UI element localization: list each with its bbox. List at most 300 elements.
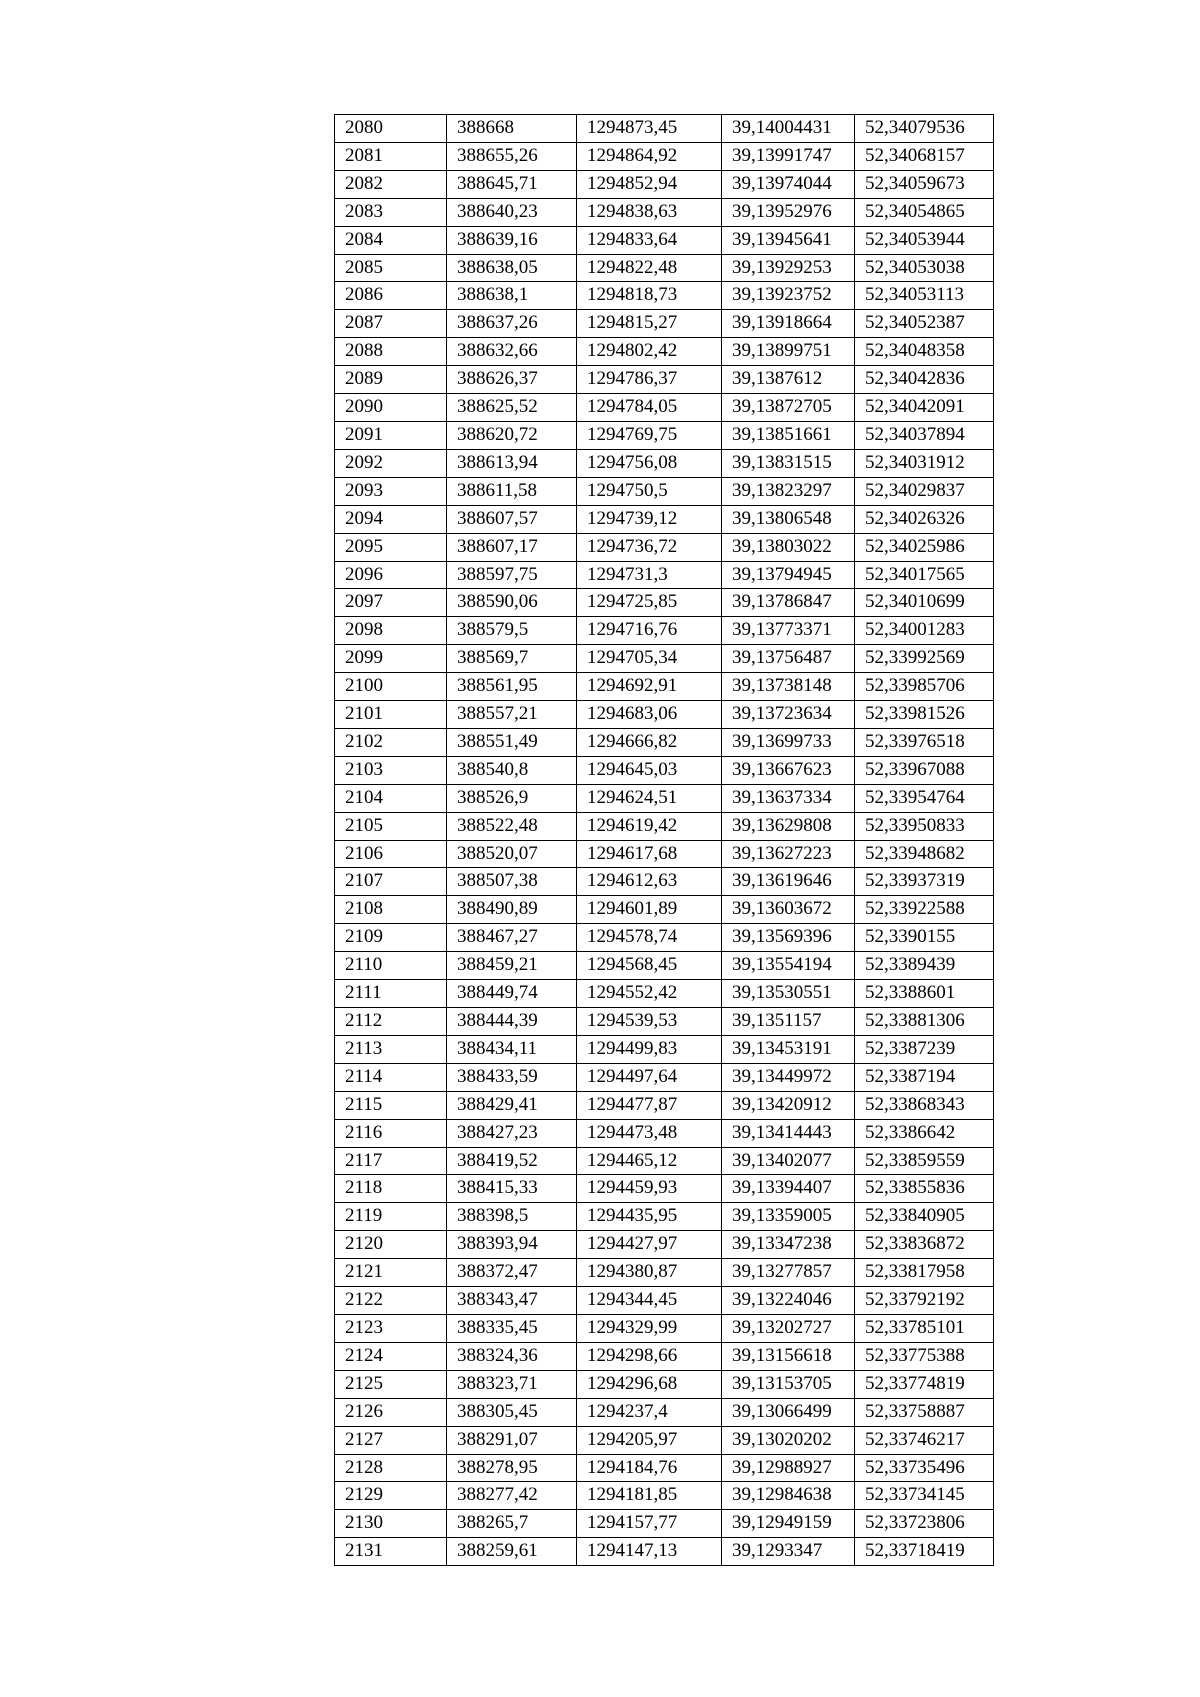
longitude-cell: 39,13277857 xyxy=(722,1259,855,1287)
y-coordinate-cell: 1294552,42 xyxy=(577,980,722,1008)
point-number-cell: 2128 xyxy=(335,1454,447,1482)
latitude-cell: 52,34053113 xyxy=(855,282,994,310)
point-number-cell: 2097 xyxy=(335,589,447,617)
y-coordinate-cell: 1294298,66 xyxy=(577,1342,722,1370)
y-coordinate-cell: 1294157,77 xyxy=(577,1510,722,1538)
latitude-cell: 52,33922588 xyxy=(855,896,994,924)
longitude-cell: 39,13738148 xyxy=(722,673,855,701)
y-coordinate-cell: 1294864,92 xyxy=(577,142,722,170)
y-coordinate-cell: 1294612,63 xyxy=(577,868,722,896)
table-row xyxy=(335,1426,994,1454)
longitude-cell: 39,13952976 xyxy=(722,198,855,226)
y-coordinate-cell: 1294750,5 xyxy=(577,477,722,505)
point-number-cell: 2089 xyxy=(335,366,447,394)
longitude-cell: 39,13831515 xyxy=(722,449,855,477)
x-coordinate-cell: 388433,59 xyxy=(447,1063,577,1091)
y-coordinate-cell: 1294692,91 xyxy=(577,673,722,701)
x-coordinate-cell: 388551,49 xyxy=(447,728,577,756)
x-coordinate-cell: 388343,47 xyxy=(447,1287,577,1315)
latitude-cell: 52,34079536 xyxy=(855,115,994,143)
y-coordinate-cell: 1294818,73 xyxy=(577,282,722,310)
table-row xyxy=(335,728,994,756)
y-coordinate-cell: 1294666,82 xyxy=(577,728,722,756)
point-number-cell: 2100 xyxy=(335,673,447,701)
point-number-cell: 2095 xyxy=(335,533,447,561)
x-coordinate-cell: 388393,94 xyxy=(447,1231,577,1259)
point-number-cell: 2125 xyxy=(335,1370,447,1398)
table-row xyxy=(335,561,994,589)
point-number-cell: 2099 xyxy=(335,645,447,673)
point-number-cell: 2126 xyxy=(335,1398,447,1426)
longitude-cell: 39,13202727 xyxy=(722,1314,855,1342)
latitude-cell: 52,33985706 xyxy=(855,673,994,701)
table-row xyxy=(335,198,994,226)
y-coordinate-cell: 1294427,97 xyxy=(577,1231,722,1259)
y-coordinate-cell: 1294739,12 xyxy=(577,505,722,533)
table-row xyxy=(335,1175,994,1203)
table-row xyxy=(335,1287,994,1315)
point-number-cell: 2083 xyxy=(335,198,447,226)
x-coordinate-cell: 388639,16 xyxy=(447,226,577,254)
table-row xyxy=(335,1314,994,1342)
y-coordinate-cell: 1294756,08 xyxy=(577,449,722,477)
longitude-cell: 39,13629808 xyxy=(722,812,855,840)
table-row xyxy=(335,1008,994,1036)
longitude-cell: 39,13803022 xyxy=(722,533,855,561)
longitude-cell: 39,13929253 xyxy=(722,254,855,282)
longitude-cell: 39,13667623 xyxy=(722,756,855,784)
x-coordinate-cell: 388305,45 xyxy=(447,1398,577,1426)
point-number-cell: 2104 xyxy=(335,784,447,812)
latitude-cell: 52,33950833 xyxy=(855,812,994,840)
x-coordinate-cell: 388625,52 xyxy=(447,394,577,422)
point-number-cell: 2114 xyxy=(335,1063,447,1091)
x-coordinate-cell: 388620,72 xyxy=(447,421,577,449)
x-coordinate-cell: 388613,94 xyxy=(447,449,577,477)
y-coordinate-cell: 1294459,93 xyxy=(577,1175,722,1203)
longitude-cell: 39,13394407 xyxy=(722,1175,855,1203)
table-row xyxy=(335,868,994,896)
latitude-cell: 52,33954764 xyxy=(855,784,994,812)
point-number-cell: 2107 xyxy=(335,868,447,896)
longitude-cell: 39,13066499 xyxy=(722,1398,855,1426)
point-number-cell: 2108 xyxy=(335,896,447,924)
point-number-cell: 2103 xyxy=(335,756,447,784)
x-coordinate-cell: 388520,07 xyxy=(447,840,577,868)
y-coordinate-cell: 1294465,12 xyxy=(577,1147,722,1175)
y-coordinate-cell: 1294736,72 xyxy=(577,533,722,561)
y-coordinate-cell: 1294499,83 xyxy=(577,1035,722,1063)
point-number-cell: 2119 xyxy=(335,1203,447,1231)
table-row xyxy=(335,1035,994,1063)
table-row xyxy=(335,366,994,394)
coordinates-table xyxy=(334,114,994,1566)
table-row xyxy=(335,533,994,561)
x-coordinate-cell: 388561,95 xyxy=(447,673,577,701)
longitude-cell: 39,13723634 xyxy=(722,701,855,729)
point-number-cell: 2102 xyxy=(335,728,447,756)
latitude-cell: 52,34052387 xyxy=(855,310,994,338)
latitude-cell: 52,33859559 xyxy=(855,1147,994,1175)
point-number-cell: 2121 xyxy=(335,1259,447,1287)
point-number-cell: 2130 xyxy=(335,1510,447,1538)
coordinates-table-body xyxy=(335,115,994,1566)
table-row xyxy=(335,226,994,254)
y-coordinate-cell: 1294617,68 xyxy=(577,840,722,868)
y-coordinate-cell: 1294624,51 xyxy=(577,784,722,812)
longitude-cell: 39,13794945 xyxy=(722,561,855,589)
point-number-cell: 2122 xyxy=(335,1287,447,1315)
table-row xyxy=(335,1091,994,1119)
latitude-cell: 52,34042836 xyxy=(855,366,994,394)
longitude-cell: 39,13699733 xyxy=(722,728,855,756)
longitude-cell: 39,13020202 xyxy=(722,1426,855,1454)
latitude-cell: 52,33836872 xyxy=(855,1231,994,1259)
latitude-cell: 52,34053038 xyxy=(855,254,994,282)
y-coordinate-cell: 1294725,85 xyxy=(577,589,722,617)
table-row xyxy=(335,505,994,533)
y-coordinate-cell: 1294497,64 xyxy=(577,1063,722,1091)
y-coordinate-cell: 1294184,76 xyxy=(577,1454,722,1482)
x-coordinate-cell: 388607,17 xyxy=(447,533,577,561)
longitude-cell: 39,13420912 xyxy=(722,1091,855,1119)
point-number-cell: 2127 xyxy=(335,1426,447,1454)
latitude-cell: 52,34054865 xyxy=(855,198,994,226)
table-row xyxy=(335,756,994,784)
point-number-cell: 2106 xyxy=(335,840,447,868)
latitude-cell: 52,34029837 xyxy=(855,477,994,505)
latitude-cell: 52,33792192 xyxy=(855,1287,994,1315)
longitude-cell: 39,13974044 xyxy=(722,170,855,198)
point-number-cell: 2092 xyxy=(335,449,447,477)
point-number-cell: 2080 xyxy=(335,115,447,143)
latitude-cell: 52,3387239 xyxy=(855,1035,994,1063)
y-coordinate-cell: 1294205,97 xyxy=(577,1426,722,1454)
x-coordinate-cell: 388645,71 xyxy=(447,170,577,198)
table-row xyxy=(335,1259,994,1287)
longitude-cell: 39,13359005 xyxy=(722,1203,855,1231)
point-number-cell: 2120 xyxy=(335,1231,447,1259)
longitude-cell: 39,14004431 xyxy=(722,115,855,143)
longitude-cell: 39,13945641 xyxy=(722,226,855,254)
y-coordinate-cell: 1294539,53 xyxy=(577,1008,722,1036)
latitude-cell: 52,34053944 xyxy=(855,226,994,254)
table-row xyxy=(335,254,994,282)
x-coordinate-cell: 388444,39 xyxy=(447,1008,577,1036)
y-coordinate-cell: 1294568,45 xyxy=(577,952,722,980)
point-number-cell: 2094 xyxy=(335,505,447,533)
point-number-cell: 2088 xyxy=(335,338,447,366)
y-coordinate-cell: 1294344,45 xyxy=(577,1287,722,1315)
y-coordinate-cell: 1294296,68 xyxy=(577,1370,722,1398)
longitude-cell: 39,13806548 xyxy=(722,505,855,533)
point-number-cell: 2111 xyxy=(335,980,447,1008)
point-number-cell: 2085 xyxy=(335,254,447,282)
x-coordinate-cell: 388569,7 xyxy=(447,645,577,673)
point-number-cell: 2096 xyxy=(335,561,447,589)
table-row xyxy=(335,142,994,170)
latitude-cell: 52,33937319 xyxy=(855,868,994,896)
latitude-cell: 52,33967088 xyxy=(855,756,994,784)
x-coordinate-cell: 388638,05 xyxy=(447,254,577,282)
latitude-cell: 52,34017565 xyxy=(855,561,994,589)
y-coordinate-cell: 1294716,76 xyxy=(577,617,722,645)
table-row xyxy=(335,840,994,868)
latitude-cell: 52,33840905 xyxy=(855,1203,994,1231)
table-row xyxy=(335,477,994,505)
longitude-cell: 39,13156618 xyxy=(722,1342,855,1370)
y-coordinate-cell: 1294477,87 xyxy=(577,1091,722,1119)
latitude-cell: 52,34048358 xyxy=(855,338,994,366)
y-coordinate-cell: 1294380,87 xyxy=(577,1259,722,1287)
x-coordinate-cell: 388434,11 xyxy=(447,1035,577,1063)
longitude-cell: 39,13756487 xyxy=(722,645,855,673)
x-coordinate-cell: 388259,61 xyxy=(447,1538,577,1566)
longitude-cell: 39,13627223 xyxy=(722,840,855,868)
table-row xyxy=(335,310,994,338)
table-row xyxy=(335,1063,994,1091)
table-row xyxy=(335,701,994,729)
longitude-cell: 39,13773371 xyxy=(722,617,855,645)
y-coordinate-cell: 1294578,74 xyxy=(577,924,722,952)
point-number-cell: 2110 xyxy=(335,952,447,980)
table-row xyxy=(335,1147,994,1175)
table-row xyxy=(335,1370,994,1398)
latitude-cell: 52,34025986 xyxy=(855,533,994,561)
latitude-cell: 52,33735496 xyxy=(855,1454,994,1482)
table-row xyxy=(335,282,994,310)
table-row xyxy=(335,896,994,924)
x-coordinate-cell: 388507,38 xyxy=(447,868,577,896)
table-row xyxy=(335,1119,994,1147)
x-coordinate-cell: 388429,41 xyxy=(447,1091,577,1119)
table-row xyxy=(335,1510,994,1538)
y-coordinate-cell: 1294329,99 xyxy=(577,1314,722,1342)
table-row xyxy=(335,617,994,645)
longitude-cell: 39,13923752 xyxy=(722,282,855,310)
point-number-cell: 2084 xyxy=(335,226,447,254)
longitude-cell: 39,12988927 xyxy=(722,1454,855,1482)
longitude-cell: 39,13530551 xyxy=(722,980,855,1008)
table-row xyxy=(335,1454,994,1482)
longitude-cell: 39,13453191 xyxy=(722,1035,855,1063)
point-number-cell: 2090 xyxy=(335,394,447,422)
x-coordinate-cell: 388637,26 xyxy=(447,310,577,338)
table-row xyxy=(335,449,994,477)
x-coordinate-cell: 388632,66 xyxy=(447,338,577,366)
x-coordinate-cell: 388607,57 xyxy=(447,505,577,533)
x-coordinate-cell: 388540,8 xyxy=(447,756,577,784)
table-row xyxy=(335,673,994,701)
table-row xyxy=(335,1538,994,1566)
latitude-cell: 52,33855836 xyxy=(855,1175,994,1203)
point-number-cell: 2117 xyxy=(335,1147,447,1175)
latitude-cell: 52,34001283 xyxy=(855,617,994,645)
latitude-cell: 52,34031912 xyxy=(855,449,994,477)
point-number-cell: 2124 xyxy=(335,1342,447,1370)
x-coordinate-cell: 388579,5 xyxy=(447,617,577,645)
point-number-cell: 2129 xyxy=(335,1482,447,1510)
point-number-cell: 2115 xyxy=(335,1091,447,1119)
table-row xyxy=(335,1203,994,1231)
longitude-cell: 39,13224046 xyxy=(722,1287,855,1315)
longitude-cell: 39,1293347 xyxy=(722,1538,855,1566)
longitude-cell: 39,12949159 xyxy=(722,1510,855,1538)
point-number-cell: 2105 xyxy=(335,812,447,840)
x-coordinate-cell: 388526,9 xyxy=(447,784,577,812)
latitude-cell: 52,33758887 xyxy=(855,1398,994,1426)
x-coordinate-cell: 388372,47 xyxy=(447,1259,577,1287)
x-coordinate-cell: 388459,21 xyxy=(447,952,577,980)
point-number-cell: 2091 xyxy=(335,421,447,449)
x-coordinate-cell: 388278,95 xyxy=(447,1454,577,1482)
point-number-cell: 2123 xyxy=(335,1314,447,1342)
longitude-cell: 39,13918664 xyxy=(722,310,855,338)
x-coordinate-cell: 388449,74 xyxy=(447,980,577,1008)
latitude-cell: 52,3389439 xyxy=(855,952,994,980)
longitude-cell: 39,13569396 xyxy=(722,924,855,952)
x-coordinate-cell: 388427,23 xyxy=(447,1119,577,1147)
point-number-cell: 2112 xyxy=(335,1008,447,1036)
y-coordinate-cell: 1294838,63 xyxy=(577,198,722,226)
latitude-cell: 52,34010699 xyxy=(855,589,994,617)
longitude-cell: 39,13872705 xyxy=(722,394,855,422)
x-coordinate-cell: 388467,27 xyxy=(447,924,577,952)
x-coordinate-cell: 388324,36 xyxy=(447,1342,577,1370)
y-coordinate-cell: 1294683,06 xyxy=(577,701,722,729)
x-coordinate-cell: 388557,21 xyxy=(447,701,577,729)
x-coordinate-cell: 388490,89 xyxy=(447,896,577,924)
y-coordinate-cell: 1294731,3 xyxy=(577,561,722,589)
y-coordinate-cell: 1294802,42 xyxy=(577,338,722,366)
x-coordinate-cell: 388590,06 xyxy=(447,589,577,617)
latitude-cell: 52,33785101 xyxy=(855,1314,994,1342)
latitude-cell: 52,33817958 xyxy=(855,1259,994,1287)
point-number-cell: 2131 xyxy=(335,1538,447,1566)
longitude-cell: 39,13554194 xyxy=(722,952,855,980)
latitude-cell: 52,34059673 xyxy=(855,170,994,198)
latitude-cell: 52,33868343 xyxy=(855,1091,994,1119)
x-coordinate-cell: 388335,45 xyxy=(447,1314,577,1342)
latitude-cell: 52,33746217 xyxy=(855,1426,994,1454)
table-row xyxy=(335,421,994,449)
longitude-cell: 39,13991747 xyxy=(722,142,855,170)
x-coordinate-cell: 388277,42 xyxy=(447,1482,577,1510)
latitude-cell: 52,3386642 xyxy=(855,1119,994,1147)
latitude-cell: 52,34068157 xyxy=(855,142,994,170)
latitude-cell: 52,34026326 xyxy=(855,505,994,533)
point-number-cell: 2087 xyxy=(335,310,447,338)
y-coordinate-cell: 1294769,75 xyxy=(577,421,722,449)
longitude-cell: 39,13603672 xyxy=(722,896,855,924)
point-number-cell: 2086 xyxy=(335,282,447,310)
point-number-cell: 2113 xyxy=(335,1035,447,1063)
table-row xyxy=(335,645,994,673)
point-number-cell: 2098 xyxy=(335,617,447,645)
table-row xyxy=(335,980,994,1008)
x-coordinate-cell: 388291,07 xyxy=(447,1426,577,1454)
x-coordinate-cell: 388522,48 xyxy=(447,812,577,840)
y-coordinate-cell: 1294822,48 xyxy=(577,254,722,282)
y-coordinate-cell: 1294786,37 xyxy=(577,366,722,394)
x-coordinate-cell: 388415,33 xyxy=(447,1175,577,1203)
y-coordinate-cell: 1294237,4 xyxy=(577,1398,722,1426)
latitude-cell: 52,33774819 xyxy=(855,1370,994,1398)
latitude-cell: 52,3390155 xyxy=(855,924,994,952)
longitude-cell: 39,13786847 xyxy=(722,589,855,617)
latitude-cell: 52,34037894 xyxy=(855,421,994,449)
y-coordinate-cell: 1294815,27 xyxy=(577,310,722,338)
table-row xyxy=(335,952,994,980)
x-coordinate-cell: 388640,23 xyxy=(447,198,577,226)
y-coordinate-cell: 1294473,48 xyxy=(577,1119,722,1147)
table-row xyxy=(335,784,994,812)
longitude-cell: 39,13347238 xyxy=(722,1231,855,1259)
x-coordinate-cell: 388668 xyxy=(447,115,577,143)
point-number-cell: 2101 xyxy=(335,701,447,729)
point-number-cell: 2118 xyxy=(335,1175,447,1203)
y-coordinate-cell: 1294833,64 xyxy=(577,226,722,254)
latitude-cell: 52,3387194 xyxy=(855,1063,994,1091)
latitude-cell: 52,33948682 xyxy=(855,840,994,868)
table-row xyxy=(335,1231,994,1259)
longitude-cell: 39,1387612 xyxy=(722,366,855,394)
table-row xyxy=(335,170,994,198)
longitude-cell: 39,13153705 xyxy=(722,1370,855,1398)
x-coordinate-cell: 388611,58 xyxy=(447,477,577,505)
longitude-cell: 39,13637334 xyxy=(722,784,855,812)
point-number-cell: 2081 xyxy=(335,142,447,170)
y-coordinate-cell: 1294873,45 xyxy=(577,115,722,143)
table-row xyxy=(335,394,994,422)
latitude-cell: 52,33718419 xyxy=(855,1538,994,1566)
y-coordinate-cell: 1294619,42 xyxy=(577,812,722,840)
point-number-cell: 2116 xyxy=(335,1119,447,1147)
longitude-cell: 39,1351157 xyxy=(722,1008,855,1036)
x-coordinate-cell: 388638,1 xyxy=(447,282,577,310)
y-coordinate-cell: 1294852,94 xyxy=(577,170,722,198)
point-number-cell: 2082 xyxy=(335,170,447,198)
table-row xyxy=(335,1482,994,1510)
point-number-cell: 2093 xyxy=(335,477,447,505)
longitude-cell: 39,13823297 xyxy=(722,477,855,505)
longitude-cell: 39,13899751 xyxy=(722,338,855,366)
latitude-cell: 52,33734145 xyxy=(855,1482,994,1510)
longitude-cell: 39,13619646 xyxy=(722,868,855,896)
latitude-cell: 52,33981526 xyxy=(855,701,994,729)
x-coordinate-cell: 388323,71 xyxy=(447,1370,577,1398)
x-coordinate-cell: 388265,7 xyxy=(447,1510,577,1538)
latitude-cell: 52,34042091 xyxy=(855,394,994,422)
longitude-cell: 39,12984638 xyxy=(722,1482,855,1510)
latitude-cell: 52,33881306 xyxy=(855,1008,994,1036)
x-coordinate-cell: 388597,75 xyxy=(447,561,577,589)
y-coordinate-cell: 1294181,85 xyxy=(577,1482,722,1510)
y-coordinate-cell: 1294705,34 xyxy=(577,645,722,673)
longitude-cell: 39,13851661 xyxy=(722,421,855,449)
table-row xyxy=(335,338,994,366)
y-coordinate-cell: 1294601,89 xyxy=(577,896,722,924)
latitude-cell: 52,33992569 xyxy=(855,645,994,673)
y-coordinate-cell: 1294645,03 xyxy=(577,756,722,784)
latitude-cell: 52,33976518 xyxy=(855,728,994,756)
latitude-cell: 52,33775388 xyxy=(855,1342,994,1370)
table-row xyxy=(335,924,994,952)
table-row xyxy=(335,115,994,143)
x-coordinate-cell: 388626,37 xyxy=(447,366,577,394)
y-coordinate-cell: 1294784,05 xyxy=(577,394,722,422)
table-row xyxy=(335,1342,994,1370)
